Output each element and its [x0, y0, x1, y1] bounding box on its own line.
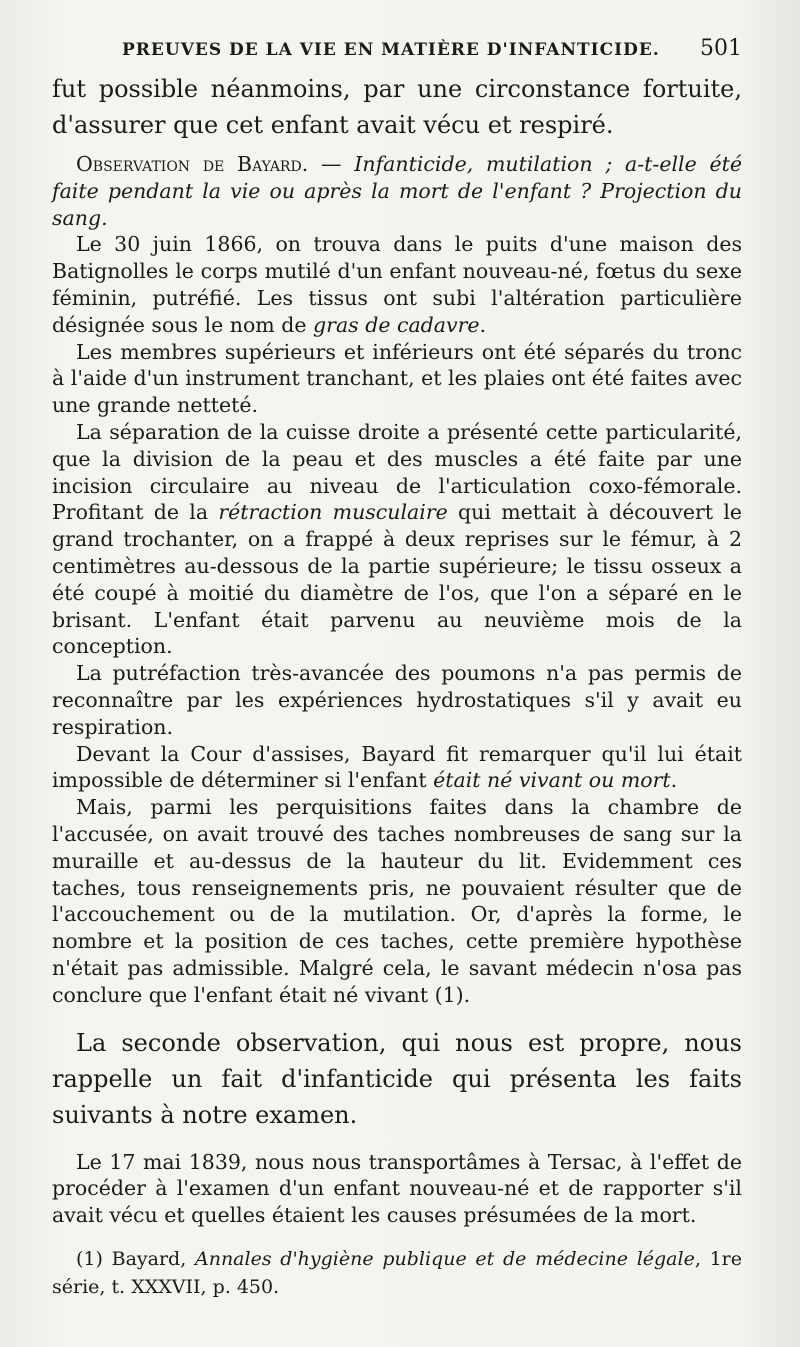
observation-heading — [52, 151, 742, 231]
italic-run: gras de cadavre — [313, 312, 480, 337]
text-run: Le 30 juin 1866, on trouva dans le puits d'une maison des Batignolles le corps mutilé d'un enfant nouveau-né, fœtus du sexe féminin, putréfié. Les tissus ont subi l'altération particulière désignée sous le nom de — [52, 232, 742, 337]
paragraph-continuation: fut possible néanmoins, par une circonstance fortuite, d'assurer que cet enfant avait vécu et respiré. — [52, 75, 742, 139]
paragraph-tersac: Le 17 mai 1839, nous nous transportâmes à Tersac, à l'effet de procéder à l'examen d'un enfant nouveau-né et de rapporter s'il avait vécu et quelles étaient les causes présumées de la mort. — [52, 1149, 742, 1228]
paragraph-second-observation: La seconde observation, qui nous est propre, nous rappelle un fait d'infanticide qui présenta les faits suivants à notre examen. — [52, 1028, 742, 1129]
text-run: . — [670, 768, 678, 793]
observation-paragraph-5 — [52, 741, 742, 795]
text-run: . — [479, 312, 487, 337]
observation-paragraph-3 — [52, 419, 742, 660]
italic-run: rétraction musculaire — [218, 500, 448, 525]
page-number: 501 — [700, 36, 742, 61]
footnote — [52, 1245, 742, 1301]
observation-paragraph-4: La putréfaction très-avancée des poumons n'a pas permis de reconnaître par les expériences hydrostatiques s'il y avait eu respiration. — [52, 661, 742, 739]
running-header — [122, 36, 742, 61]
italic-run: Annales d'hygiène publique et de médecine légale — [194, 1247, 695, 1270]
observation-title: Observation de Bayard. — [76, 152, 309, 176]
italic-run: était né vivant ou mort — [433, 768, 671, 793]
text-run: (1) Bayard, — [76, 1247, 195, 1270]
observation-subject: Infanticide, mutilation ; a-t-elle été faite pendant la vie ou après la mort de l'enfant ? Projection du sang. — [52, 152, 742, 230]
observation-paragraph-6: Mais, parmi les perquisitions faites dans la chambre de l'accusée, on avait trouvé des taches nombreuses de sang sur la muraille et au-dessus de la hauteur du lit. Evidemment ces taches, tous renseignements pris, ne pouvaient résulter que de l'accouchement ou de la mutilation. Or, d'après la forme, le nombre et la position de ces taches, cette première hypothèse n'était pas admissible. Malgré cela, le savant médecin n'osa pas conclure que l'enfant était né vivant (1). — [52, 795, 742, 1007]
running-title: PREUVES DE LA VIE EN MATIÈRE D'INFANTICIDE. — [122, 40, 660, 60]
text-run: La séparation de la cuisse droite a présenté cette particularité, que la division de la peau et des muscles a été faite par une incision circulaire au niveau de l'articulation coxo-fémorale. Profitant de la — [52, 419, 742, 525]
observation-paragraph-1 — [52, 231, 742, 338]
text-run: Devant la Cour d'assises, Bayard fit remarquer qu'il lui était impossible de déterminer si l'enfant — [52, 741, 742, 793]
text-run: qui mettait à découvert le grand trochanter, on a frappé à deux reprises sur le fémur, à 2 centimètres au-dessous de la partie supérieure; le tissu osseux a été coupé à moitié du diamètre de l'os, que l'on a séparé en le brisant. L'enfant était parvenu au neuvième mois de la conception. — [52, 500, 743, 659]
observation-paragraph-2: Les membres supérieurs et inférieurs ont été séparés du tronc à l'aide d'un instrument tranchant, et les plaies ont été faites avec une grande netteté. — [52, 339, 742, 418]
text-run: , 1re série, t. XXXVII, p. 450. — [52, 1247, 742, 1298]
observation-dash: — — [308, 152, 355, 176]
